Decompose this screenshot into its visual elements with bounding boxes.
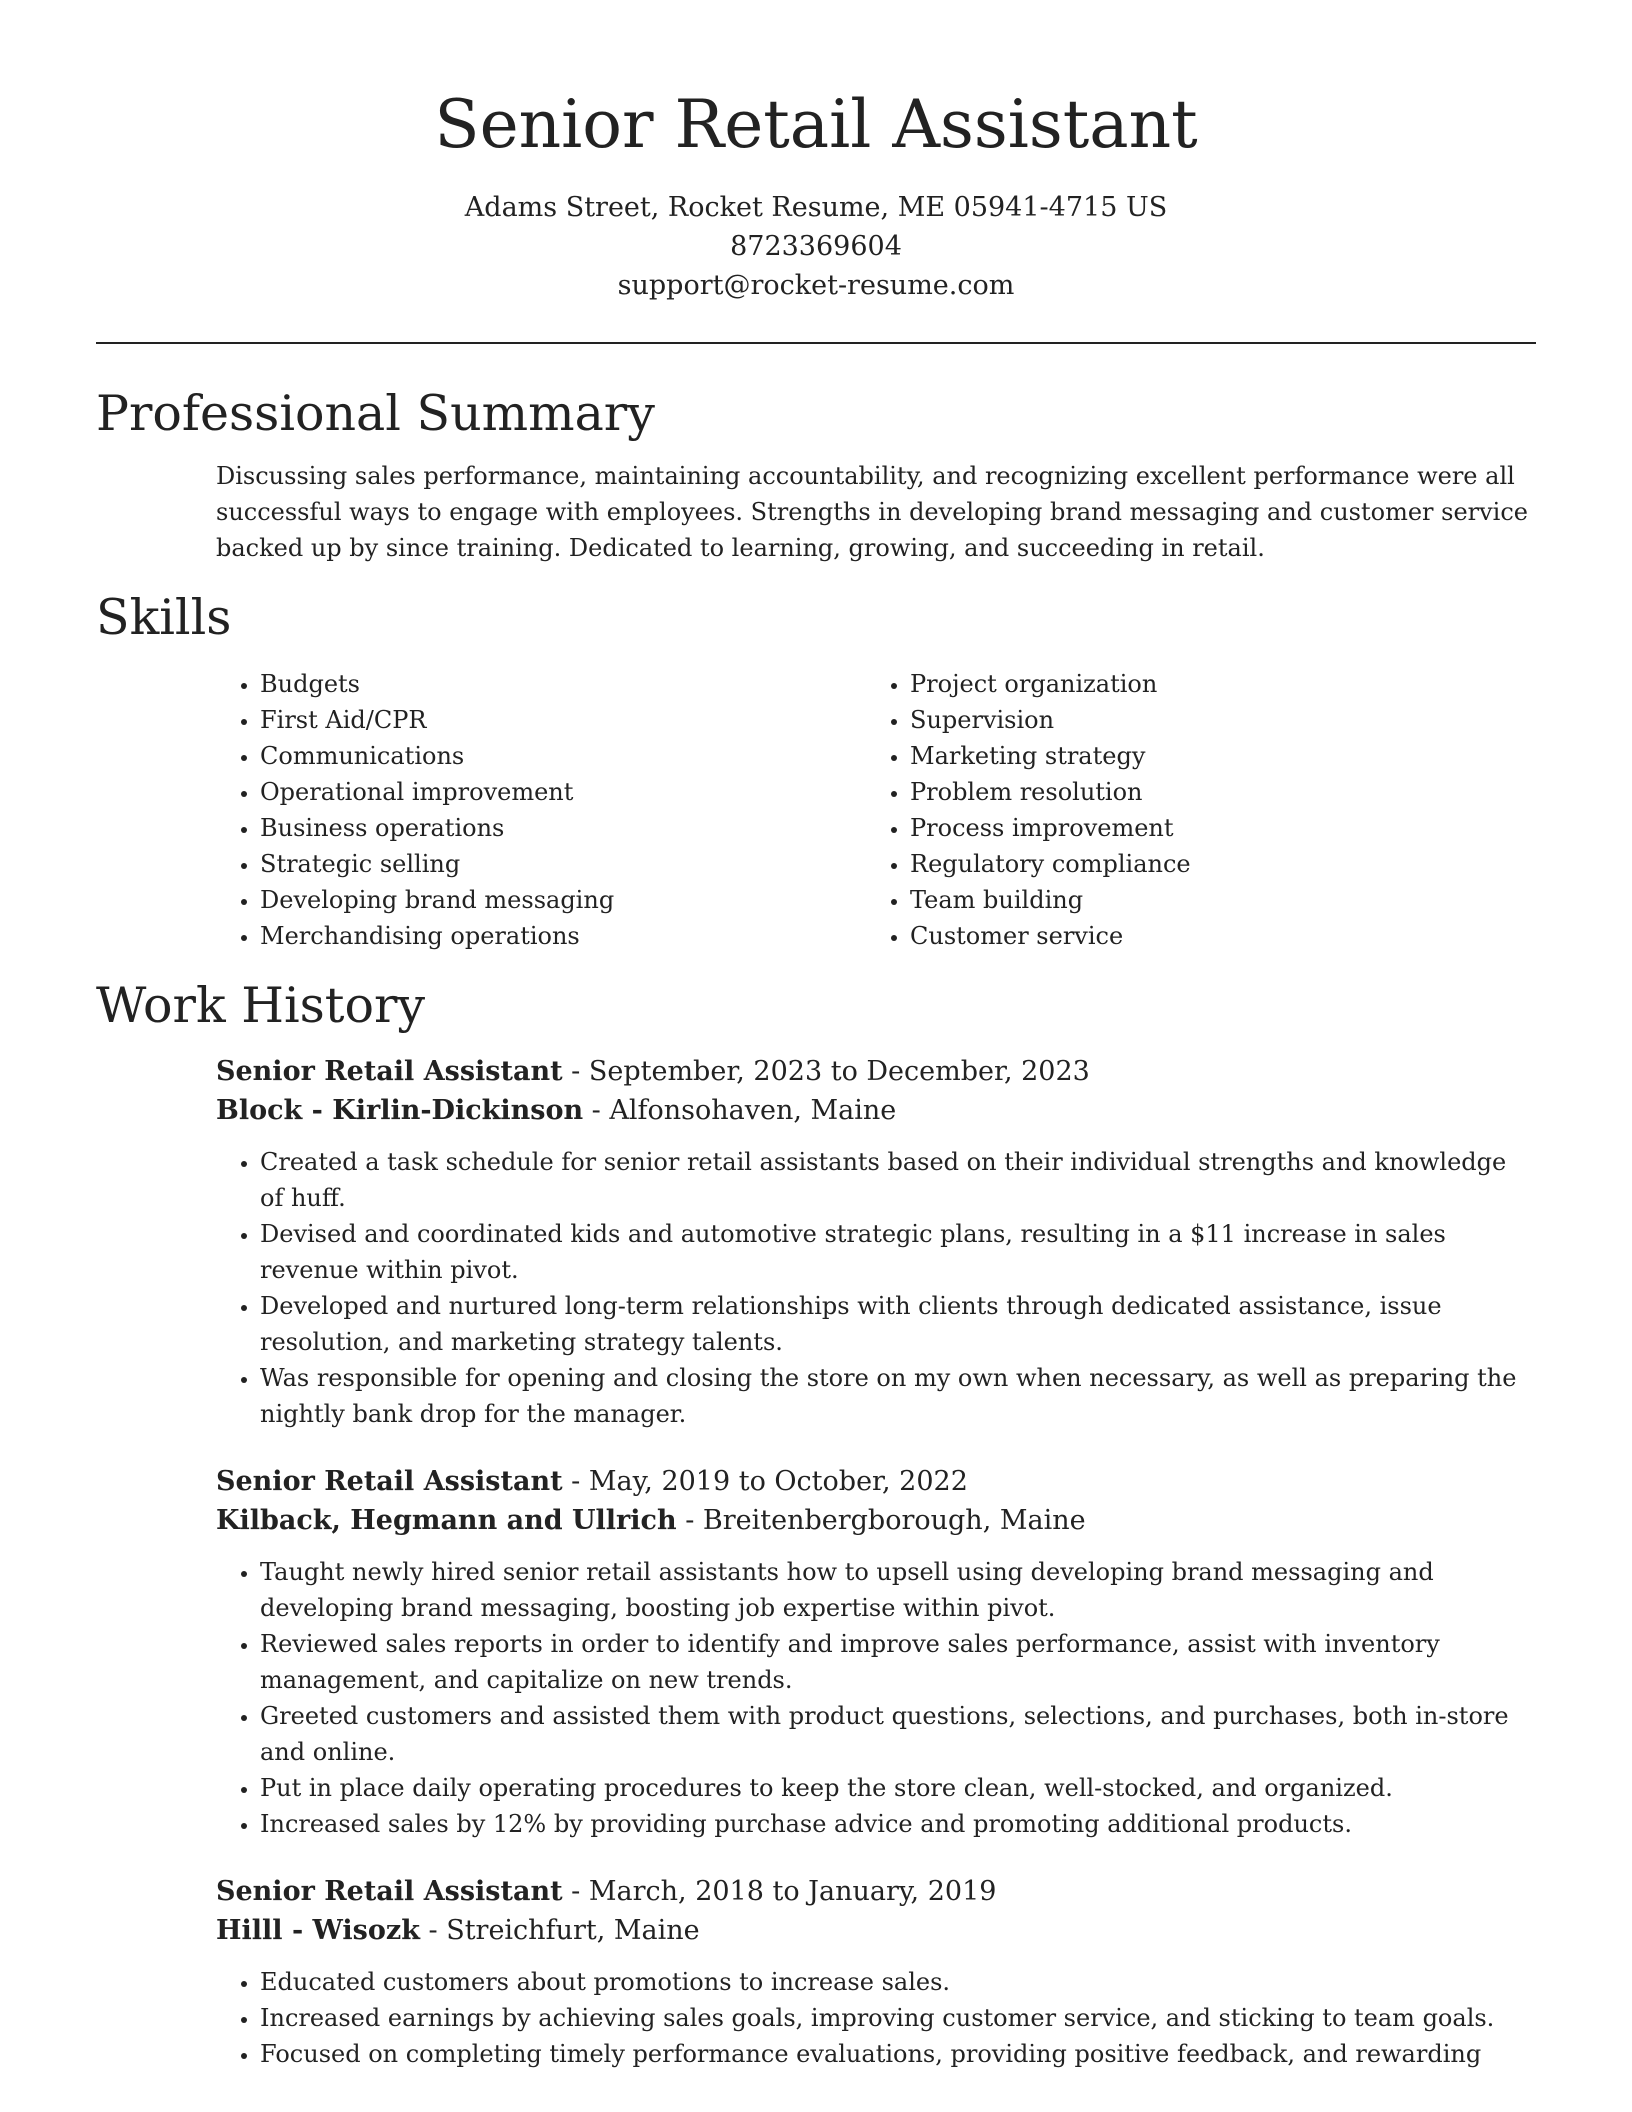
job-company-line	[216, 1911, 1536, 1950]
skills-section	[96, 586, 1536, 954]
skill-item: • Team building	[910, 882, 1516, 918]
skill-item: • Communications	[260, 738, 866, 774]
job-bullets	[216, 1964, 1536, 2072]
summary-section	[96, 382, 1536, 566]
job-entry	[216, 1872, 1536, 2072]
summary-text: Discussing sales performance, maintaining accountability, and recognizing excellent performance were all successful ways to engage with employees. Strengths in developing brand messaging and customer service backed up by since training. Dedicated to learning, growing, and succeeding in retail.	[216, 462, 1528, 562]
skill-item: • Budgets	[260, 666, 866, 702]
skills-heading: Skills	[96, 589, 232, 646]
job-entry	[216, 1052, 1536, 1432]
skill-item: • Business operations	[260, 810, 866, 846]
job-dates: - March, 2018 to January, 2019	[562, 1876, 997, 1907]
job-company: Block - Kirlin-Dickinson	[216, 1095, 584, 1126]
job-entry	[216, 1462, 1536, 1842]
skill-item: • Operational improvement	[260, 774, 866, 810]
job-dates: - September, 2023 to December, 2023	[562, 1056, 1090, 1087]
work-history-section	[96, 974, 1536, 2072]
email: support@rocket-resume.com	[617, 270, 1015, 301]
job-company: Kilback, Hegmann and Ullrich	[216, 1505, 677, 1536]
skills-list-right	[866, 666, 1516, 954]
job-bullet: • Greeted customers and assisted them with product questions, selections, and purchases, both in-store and online.	[260, 1698, 1536, 1770]
job-bullet: • Developed and nurtured long-term relationships with clients through dedicated assistance, issue resolution, and marketing strategy talents.	[260, 1288, 1536, 1360]
work-history-heading: Work History	[96, 977, 426, 1034]
job-bullet: • Increased earnings by achieving sales goals, improving customer service, and sticking to team goals.	[260, 2000, 1536, 2036]
resume-header	[0, 80, 1632, 305]
job-bullet: • Reviewed sales reports in order to identify and improve sales performance, assist with inventory management, and capitalize on new trends.	[260, 1626, 1536, 1698]
summary-heading: Professional Summary	[96, 385, 655, 442]
job-bullet: • Educated customers about promotions to increase sales.	[260, 1964, 1536, 2000]
job-bullet: • Was responsible for opening and closing the store on my own when necessary, as well as preparing the nightly bank drop for the manager.	[260, 1360, 1536, 1432]
job-bullet: • Increased sales by 12% by providing purchase advice and promoting additional products.	[260, 1806, 1536, 1842]
skill-item: • Process improvement	[910, 810, 1516, 846]
skill-item: • Developing brand messaging	[260, 882, 866, 918]
job-title: Senior Retail Assistant	[216, 1466, 563, 1497]
job-bullet: • Created a task schedule for senior retail assistants based on their individual strengths and knowledge of huff.	[260, 1144, 1536, 1216]
address: Adams Street, Rocket Resume, ME 05941-4715 US	[464, 192, 1168, 223]
skill-item: • First Aid/CPR	[260, 702, 866, 738]
job-bullet: • Devised and coordinated kids and automotive strategic plans, resulting in a $11 increase in sales revenue within pivot.	[260, 1216, 1536, 1288]
job-bullet: • Put in place daily operating procedures to keep the store clean, well-stocked, and organized.	[260, 1770, 1536, 1806]
skill-item: • Regulatory compliance	[910, 846, 1516, 882]
skills-grid	[216, 666, 1536, 954]
contact-block	[0, 188, 1632, 305]
skill-item: • Customer service	[910, 918, 1516, 954]
job-company-line	[216, 1091, 1536, 1130]
header-divider	[96, 342, 1536, 344]
job-title-line	[216, 1462, 1536, 1501]
skill-item: • Supervision	[910, 702, 1516, 738]
skill-item: • Strategic selling	[260, 846, 866, 882]
job-company: Hilll - Wisozk	[216, 1915, 420, 1946]
job-bullets	[216, 1554, 1536, 1842]
job-location: - Breitenbergborough, Maine	[676, 1505, 1086, 1536]
job-title-line	[216, 1872, 1536, 1911]
job-title: Senior Retail Assistant	[216, 1876, 563, 1907]
skill-item: • Merchandising operations	[260, 918, 866, 954]
skill-item: • Problem resolution	[910, 774, 1516, 810]
job-location: - Streichfurt, Maine	[419, 1915, 700, 1946]
skills-list-left	[216, 666, 866, 954]
job-location: - Alfonsohaven, Maine	[583, 1095, 897, 1126]
skill-item: • Project organization	[910, 666, 1516, 702]
phone: 8723369604	[730, 231, 902, 262]
job-dates: - May, 2019 to October, 2022	[562, 1466, 968, 1497]
job-bullet: • Focused on completing timely performance evaluations, providing positive feedback, and rewarding	[260, 2036, 1536, 2072]
skill-item: • Marketing strategy	[910, 738, 1516, 774]
job-title: Senior Retail Assistant	[216, 1056, 563, 1087]
job-title-line	[216, 1052, 1536, 1091]
job-company-line	[216, 1501, 1536, 1540]
job-bullet: • Taught newly hired senior retail assistants how to upsell using developing brand messaging and developing brand messaging, boosting job expertise within pivot.	[260, 1554, 1536, 1626]
resume-body	[96, 382, 1536, 2102]
candidate-name: Senior Retail Assistant	[434, 86, 1198, 163]
job-bullets	[216, 1144, 1536, 1432]
